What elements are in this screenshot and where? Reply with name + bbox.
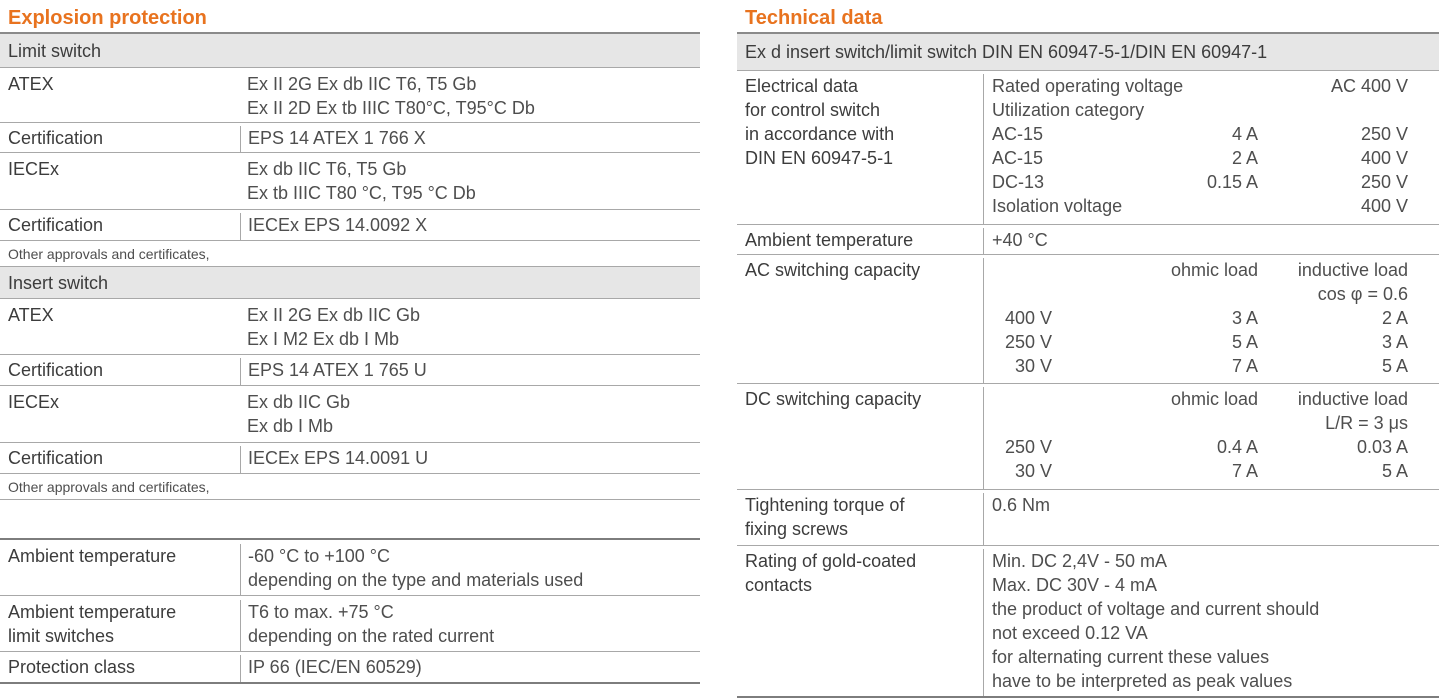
rated-value: AC 400 V [1330,76,1408,96]
row-value [983,258,1439,383]
ambient-row [0,540,700,596]
limit-other-approvals: Other approvals and certificates, [0,241,700,267]
row-label: Certification [8,448,104,468]
value-line: Ex I M2 Ex db I Mb [247,329,400,349]
util-voltage: 250 V [1360,172,1408,192]
limit-atex-row [0,68,700,123]
isolation-line [992,194,1408,218]
protection-row [0,652,700,684]
inductive-value: 0.03 A [1356,437,1408,457]
inductive-value: 3 A [1381,332,1408,352]
row-label [0,600,240,651]
util-current: 2 A [1231,148,1258,168]
value-line: T6 to max. +75 °C [248,602,394,622]
blank-cell [1062,282,1258,306]
row-label: IECEx [8,392,60,412]
value-line: depending on the rated current [248,626,495,646]
ohmic-value: 0.4 A [1216,437,1258,457]
row-label: AC switching capacity [745,260,921,280]
ac-grid [992,258,1439,378]
col-inductive: inductive load [1297,389,1408,409]
label-line: in accordance with [745,124,895,144]
technical-data-body [737,71,1439,698]
ohmic-value: 7 A [1231,461,1258,481]
utilization-grid [992,122,1439,194]
util-voltage: 250 V [1360,124,1408,144]
value-line: depending on the type and materials used [248,570,584,590]
ohmic-value: 5 A [1231,332,1258,352]
blank-cell [992,282,1062,306]
label-line: contacts [745,575,813,595]
value-line: Ex db IIC Gb [247,392,351,412]
rated-label: Rated operating voltage [992,76,1184,96]
voltage: 30 V [1014,461,1052,481]
spacer [0,500,700,540]
explosion-protection-section [0,0,700,684]
voltage: 30 V [1014,356,1052,376]
inductive-note: L/R = 3 μs [1325,413,1408,433]
insert-switch-heading: Insert switch [0,267,700,299]
row-label: Protection class [8,657,136,677]
ambient-temp-row [737,225,1439,255]
value-line: Ex db I Mb [247,416,334,436]
technical-data-heading: Ex d insert switch/limit switch DIN EN 60947-5-1/DIN EN 60947-1 [737,34,1439,71]
row-value: IECEx EPS 14.0092 X [240,213,700,240]
technical-data-section [737,0,1439,71]
value-line: Ex II 2G Ex db IIC T6, T5 Gb [247,74,477,94]
row-label [737,549,983,696]
voltage: 250 V [1004,437,1052,457]
voltage: 250 V [1004,332,1052,352]
value-line: Ex db IIC T6, T5 Gb [247,159,407,179]
limit-switch-heading: Limit switch [0,34,700,68]
row-value [240,600,700,651]
utilization-label: Utilization category [992,100,1145,120]
util-cat: AC-15 [992,148,1044,168]
value-line: Ex II 2G Ex db IIC Gb [247,305,421,325]
section-title-technical-data: Technical data [737,0,1439,34]
row-label: ATEX [8,305,54,325]
label-line: limit switches [8,626,115,646]
value-line: Ex II 2D Ex tb IIIC T80°C, T95°C Db [247,98,535,118]
col-ohmic: ohmic load [1170,260,1258,280]
row-value [240,544,700,595]
insert-iecex-row [0,386,700,443]
value-line: -60 °C to +100 °C [248,546,390,566]
section-title-explosion-protection: Explosion protection [0,0,700,34]
row-label: ATEX [8,74,54,94]
col-inductive: inductive load [1297,260,1408,280]
row-label: DC switching capacity [745,389,922,409]
ambient-limit-row [0,596,700,652]
inductive-value: 5 A [1381,356,1408,376]
insert-cert2-row [0,443,700,474]
label-line: fixing screws [745,519,849,539]
value-line: not exceed 0.12 VA [992,623,1148,643]
util-voltage: 400 V [1360,148,1408,168]
inductive-value: 5 A [1381,461,1408,481]
row-label: Certification [8,128,104,148]
col-ohmic: ohmic load [1170,389,1258,409]
label-line: for control switch [745,100,881,120]
torque-row [737,490,1439,546]
row-label: IECEx [8,159,60,179]
row-value: IECEx EPS 14.0091 U [240,446,700,473]
inductive-value: 2 A [1381,308,1408,328]
value-line: for alternating current these values [992,647,1270,667]
value-line: Ex tb IIIC T80 °C, T95 °C Db [247,183,476,203]
row-value [240,303,700,354]
row-value [240,390,700,442]
value-line: have to be interpreted as peak values [992,671,1293,691]
label-line: Rating of gold-coated [745,551,917,571]
insert-cert-row [0,355,700,386]
gold-contacts-row [737,546,1439,698]
rated-voltage-line [992,74,1408,98]
row-value [240,72,700,122]
row-value: EPS 14 ATEX 1 765 U [240,358,700,385]
label-line: Ambient temperature [8,602,177,622]
row-label: Certification [8,215,104,235]
util-current: 4 A [1231,124,1258,144]
dc-switching-row [737,384,1439,490]
label-line: Tightening torque of [745,495,905,515]
limit-cert-row [0,123,700,153]
blank-cell [992,411,1062,435]
limit-iecex-row [0,153,700,210]
row-value: 0.6 Nm [983,493,1439,545]
row-value [983,549,1439,696]
isolation-value: 400 V [1360,196,1408,216]
row-label [737,493,983,545]
voltage: 400 V [1004,308,1052,328]
row-value: +40 °C [983,228,1439,254]
row-value [983,74,1439,224]
row-label: Ambient temperature [8,546,177,566]
blank-cell [1062,411,1258,435]
ohmic-value: 7 A [1231,356,1258,376]
row-value [240,157,700,209]
row-label: Certification [8,360,104,380]
util-current: 0.15 A [1206,172,1258,192]
row-label [737,74,983,224]
insert-atex-row [0,299,700,355]
ac-switching-row [737,255,1439,384]
row-value [983,387,1439,489]
insert-other-approvals: Other approvals and certificates, [0,474,700,500]
blank-cell [992,387,1062,411]
ohmic-value: 3 A [1231,308,1258,328]
inductive-note: cos φ = 0.6 [1317,284,1408,304]
util-cat: AC-15 [992,124,1044,144]
value-line: Min. DC 2,4V - 50 mA [992,551,1168,571]
electrical-data-row [737,71,1439,225]
blank-cell [992,258,1062,282]
limit-cert2-row [0,210,700,241]
isolation-label: Isolation voltage [992,196,1123,216]
row-label: Ambient temperature [745,230,914,250]
row-value: IP 66 (IEC/EN 60529) [240,655,700,682]
value-line: the product of voltage and current should [992,599,1320,619]
label-line: Electrical data [745,76,859,96]
row-value: EPS 14 ATEX 1 766 X [240,126,700,152]
value-line: Max. DC 30V - 4 mA [992,575,1158,595]
util-cat: DC-13 [992,172,1045,192]
dc-grid [992,387,1439,483]
label-line: DIN EN 60947-5-1 [745,148,894,168]
